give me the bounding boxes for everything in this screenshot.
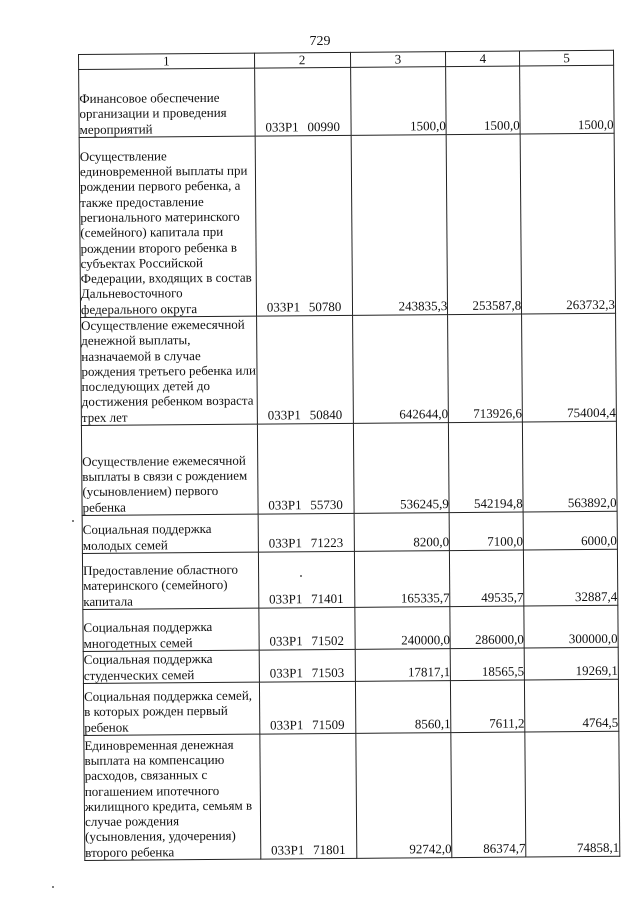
row-code bbox=[259, 681, 355, 734]
row-value-col5: 19269,1 bbox=[524, 647, 618, 680]
table-row bbox=[82, 549, 617, 609]
row-code-item: 00990 bbox=[307, 118, 340, 135]
row-code bbox=[259, 649, 355, 682]
row-value-col3: 8560,1 bbox=[355, 681, 451, 734]
row-value-col4: 1500,0 bbox=[446, 66, 520, 135]
row-name: Финансовое обеспечение организации и проведения мероприятий bbox=[79, 68, 255, 137]
row-value-col5: 32887,4 bbox=[524, 549, 618, 606]
scan-speck bbox=[72, 520, 74, 522]
row-code-item: 71509 bbox=[312, 717, 345, 733]
column-number-1: 1 bbox=[79, 53, 255, 69]
row-code-item: 55730 bbox=[310, 497, 343, 513]
row-value-col5: 4764,5 bbox=[525, 679, 619, 732]
row-name: Социальная поддержка студенческих семей bbox=[83, 650, 259, 683]
row-value-col5: 1500,0 bbox=[520, 65, 614, 134]
row-name: Осуществление ежемесячной выплаты в связи с рождением (усыновлением) первого ребенка bbox=[81, 424, 257, 515]
row-value-col3: 240000,0 bbox=[354, 607, 450, 650]
row-code-program: 033Р1 bbox=[268, 535, 302, 551]
row-code-program: 033Р1 bbox=[269, 591, 303, 607]
budget-table bbox=[78, 50, 620, 861]
row-name: Единовременная денежная выплата на компенсацию расходов, связанных с погашением ипотечного жилищного кредита, семьям в случае рождения (усыновления, удочерения) второго ребенка bbox=[84, 734, 261, 860]
table-row bbox=[81, 313, 617, 425]
row-name: Осуществление ежемесячной денежной выплаты, назначаемой в случае рождения третьего ребенка или последующих детей до достижения ребенком возраста трех лет bbox=[81, 316, 256, 425]
row-code bbox=[256, 315, 353, 424]
row-value-col3: 243835,3 bbox=[351, 135, 448, 316]
row-value-col5: 6000,0 bbox=[523, 511, 617, 550]
row-value-col4: 286000,0 bbox=[450, 606, 524, 649]
row-code-item: 50780 bbox=[308, 298, 342, 315]
row-code bbox=[254, 67, 350, 136]
row-code-item: 71223 bbox=[310, 535, 344, 551]
table-row bbox=[83, 679, 618, 735]
row-value-col4: 86374,7 bbox=[451, 732, 526, 858]
row-code-item: 71503 bbox=[311, 665, 345, 681]
scan-speck bbox=[300, 575, 302, 577]
row-code-program: 033Р1 bbox=[268, 497, 302, 513]
row-code-item: 71502 bbox=[311, 633, 345, 649]
row-code-program: 033Р1 bbox=[269, 633, 303, 649]
row-value-col3: 536245,9 bbox=[353, 423, 449, 514]
row-name: Социальная поддержка семей, в которых рожден первый ребенок bbox=[83, 682, 259, 735]
row-value-col5: 300000,0 bbox=[524, 605, 618, 648]
row-value-col4: 49535,7 bbox=[450, 550, 524, 607]
row-value-col3: 1500,0 bbox=[350, 67, 446, 136]
table-row bbox=[79, 65, 615, 137]
row-value-col4: 18565,5 bbox=[450, 648, 524, 681]
row-name: Социальная поддержка молодых семей bbox=[82, 514, 258, 553]
table-row bbox=[81, 421, 617, 515]
row-code-program: 033Р1 bbox=[269, 665, 303, 681]
row-code bbox=[258, 513, 354, 552]
row-code bbox=[255, 135, 352, 316]
column-number-4: 4 bbox=[446, 51, 520, 67]
row-code bbox=[259, 733, 356, 859]
row-value-col5: 754004,4 bbox=[522, 313, 617, 422]
row-value-col3: 8200,0 bbox=[354, 513, 450, 552]
row-code-item: 71401 bbox=[311, 591, 344, 607]
row-name: Осуществление единовременной выплаты при рождении первого ребенка, а также предоставление регионального материнского (семейного) капитала при рождении второго ребенка в субъектах Российской Федерации, входящих в состав Дальневосточного федерального округа bbox=[79, 136, 256, 317]
row-value-col4: 253587,8 bbox=[446, 134, 521, 315]
row-value-col3: 92742,0 bbox=[355, 733, 452, 859]
row-value-col5: 263732,3 bbox=[520, 133, 615, 314]
row-value-col3: 165335,7 bbox=[354, 551, 450, 608]
row-value-col3: 17817,1 bbox=[355, 649, 451, 682]
row-name: Социальная поддержка многодетных семей bbox=[83, 608, 259, 651]
table-row bbox=[83, 605, 618, 651]
column-number-2: 2 bbox=[254, 52, 350, 68]
column-number-3: 3 bbox=[350, 52, 446, 68]
row-code-program: 033Р1 bbox=[271, 842, 305, 858]
scan-speck bbox=[52, 886, 54, 888]
row-value-col5: 74858,1 bbox=[525, 731, 620, 857]
row-value-col4: 713926,6 bbox=[448, 314, 523, 423]
row-code-program: 033Р1 bbox=[265, 119, 299, 135]
row-code-program: 033Р1 bbox=[266, 299, 301, 315]
column-number-5: 5 bbox=[520, 50, 614, 66]
row-value-col3: 642644,0 bbox=[352, 315, 449, 424]
row-code-program: 033Р1 bbox=[267, 407, 301, 423]
table-row bbox=[79, 133, 615, 317]
row-value-col5: 563892,0 bbox=[523, 421, 618, 512]
row-name: Предоставление областного материнского (семейного) капитала bbox=[82, 552, 258, 609]
row-code-item: 50840 bbox=[309, 407, 343, 423]
row-code-item: 71801 bbox=[313, 842, 346, 858]
row-value-col4: 7100,0 bbox=[449, 512, 523, 551]
row-code-program: 033Р1 bbox=[270, 717, 304, 733]
row-value-col4: 542194,8 bbox=[449, 422, 524, 513]
table-row bbox=[84, 731, 620, 860]
row-code bbox=[257, 423, 354, 514]
row-code bbox=[258, 551, 354, 608]
table-row bbox=[83, 647, 618, 683]
row-value-col4: 7611,2 bbox=[451, 680, 525, 733]
page-number: 729 bbox=[309, 34, 331, 49]
table-row bbox=[82, 511, 617, 553]
row-code bbox=[258, 607, 354, 650]
